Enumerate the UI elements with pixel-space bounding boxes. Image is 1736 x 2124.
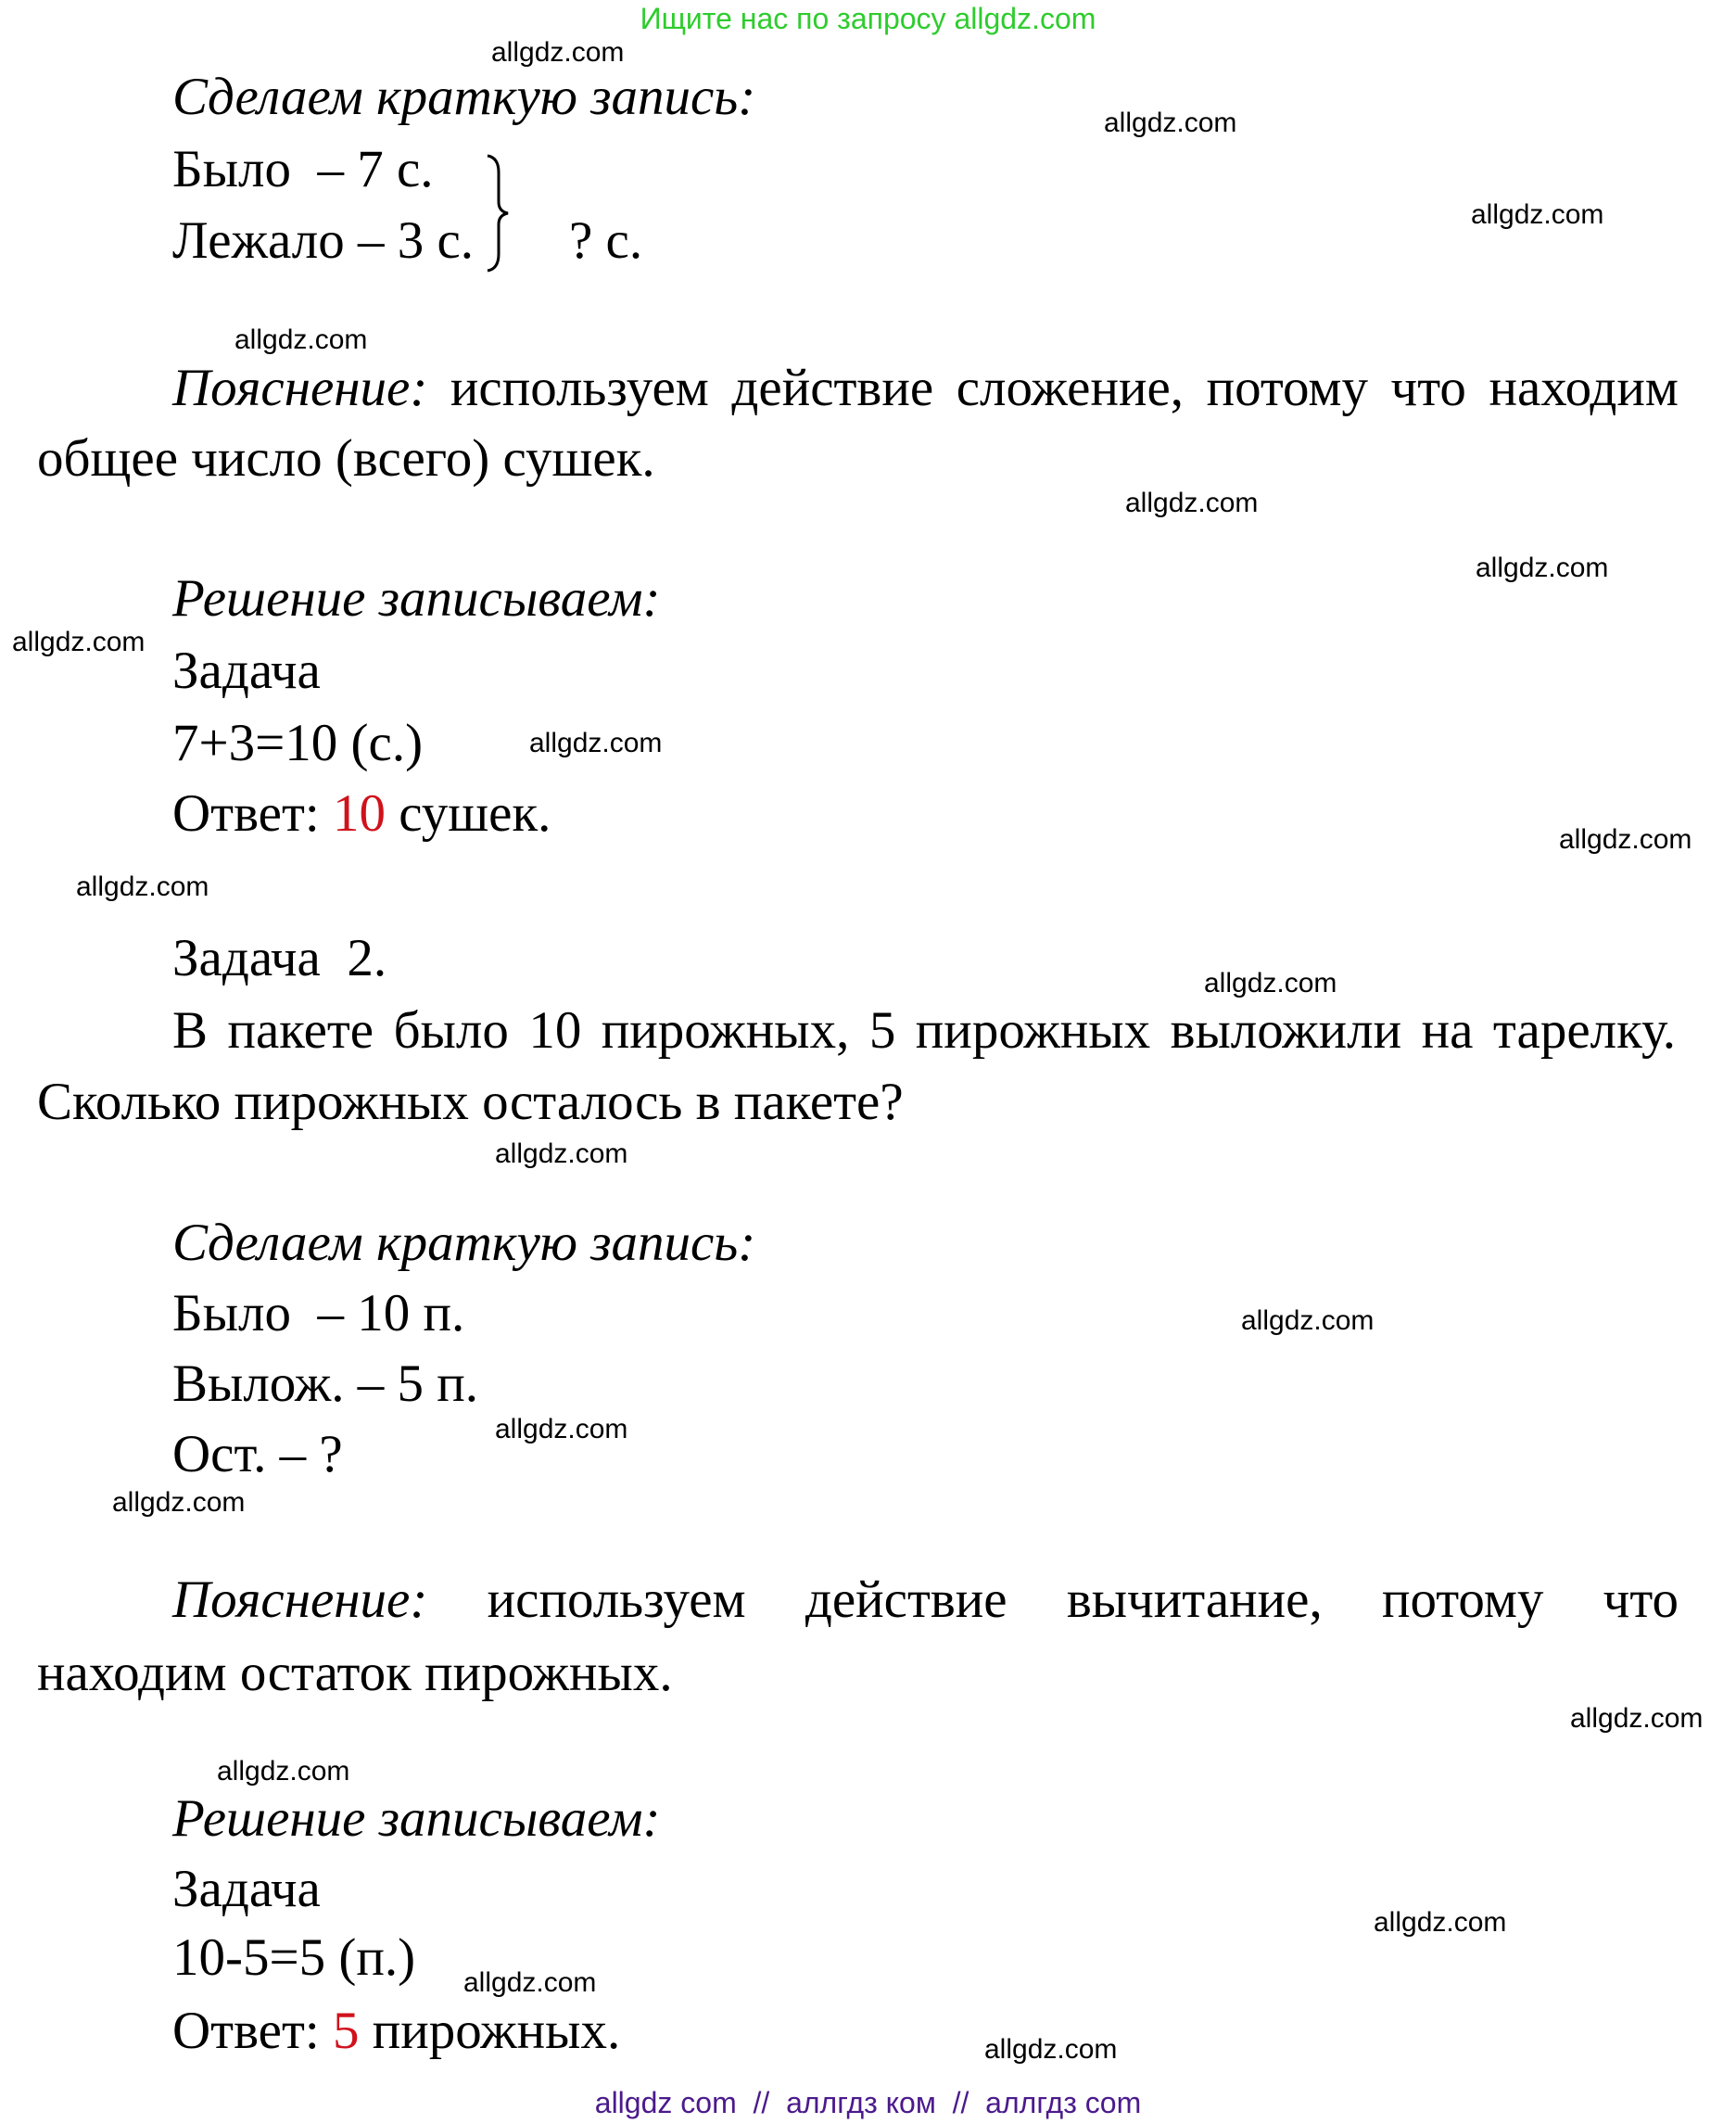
equation: 7+3=10 (с.) [172, 714, 424, 772]
explanation [172, 359, 1679, 417]
curly-brace-icon [484, 154, 512, 273]
answer-unit: сушек. [385, 784, 551, 843]
equation: 10-5=5 (п.) [172, 1928, 416, 1987]
explanation-label: Пояснение: [172, 1571, 428, 1629]
watermark: allgdz.com [1570, 1703, 1704, 1734]
watermark: allgdz.com [1476, 553, 1609, 583]
footer-links: allgdz com // аллгдз ком // аллгдз com [594, 2086, 1142, 2119]
watermark: allgdz.com [12, 627, 146, 657]
explanation [172, 1571, 1679, 1629]
watermark: allgdz.com [1559, 824, 1692, 855]
explanation-text: используем действие вычитание, потому что [487, 1571, 1679, 1629]
short-note-heading: Сделаем краткую запись: [172, 68, 756, 126]
explanation-text: используем действие сложение, потому что находим [450, 359, 1679, 417]
note-line: Было – 7 с. [172, 140, 434, 198]
answer-value: 10 [332, 784, 386, 843]
solution-heading: Решение записываем: [172, 1789, 661, 1848]
watermark: allgdz.com [1471, 199, 1604, 230]
answer [172, 784, 551, 843]
watermark: allgdz.com [495, 1138, 628, 1169]
task-statement: В пакете было 10 пирожных, 5 пирожных выложили на тарелку. [172, 1001, 1676, 1060]
answer-value: 5 [332, 2002, 360, 2060]
watermark: allgdz.com [463, 1967, 597, 1998]
watermark: allgdz.com [1374, 1907, 1507, 1938]
watermark: allgdz.com [1204, 968, 1337, 998]
search-banner: Ищите нас по запросу allgdz.com [640, 2, 1096, 35]
watermark: allgdz.com [491, 37, 625, 68]
watermark: allgdz.com [1125, 488, 1259, 518]
explanation-continuation: находим остаток пирожных. [37, 1644, 673, 1702]
watermark: allgdz.com [529, 728, 663, 758]
watermark: allgdz.com [234, 324, 368, 355]
note-line: Вылож. – 5 п. [172, 1355, 478, 1413]
watermark: allgdz.com [76, 871, 209, 902]
watermark: allgdz.com [217, 1756, 350, 1787]
note-line: Ост. – ? [172, 1425, 343, 1483]
task-title: Задача 2. [172, 929, 387, 987]
note-line: Лежало – 3 с. [172, 211, 474, 270]
watermark: allgdz.com [1241, 1305, 1375, 1336]
task-statement-continuation: Сколько пирожных осталось в пакете? [37, 1073, 904, 1131]
answer-label: Ответ: [172, 784, 333, 843]
short-note-heading: Сделаем краткую запись: [172, 1214, 756, 1272]
explanation-continuation: общее число (всего) сушек. [37, 429, 655, 488]
answer-unit: пирожных. [359, 2002, 621, 2060]
note-question: ? с. [569, 211, 643, 270]
task-label: Задача [172, 1860, 321, 1918]
watermark: allgdz.com [984, 2034, 1118, 2065]
solution-heading: Решение записываем: [172, 569, 661, 628]
answer-label: Ответ: [172, 2002, 333, 2060]
explanation-label: Пояснение: [172, 359, 428, 417]
watermark: allgdz.com [112, 1487, 246, 1518]
note-line: Было – 10 п. [172, 1284, 465, 1342]
watermark: allgdz.com [495, 1414, 628, 1444]
watermark: allgdz.com [1104, 108, 1237, 138]
answer [172, 2002, 621, 2060]
task-label: Задача [172, 642, 321, 700]
